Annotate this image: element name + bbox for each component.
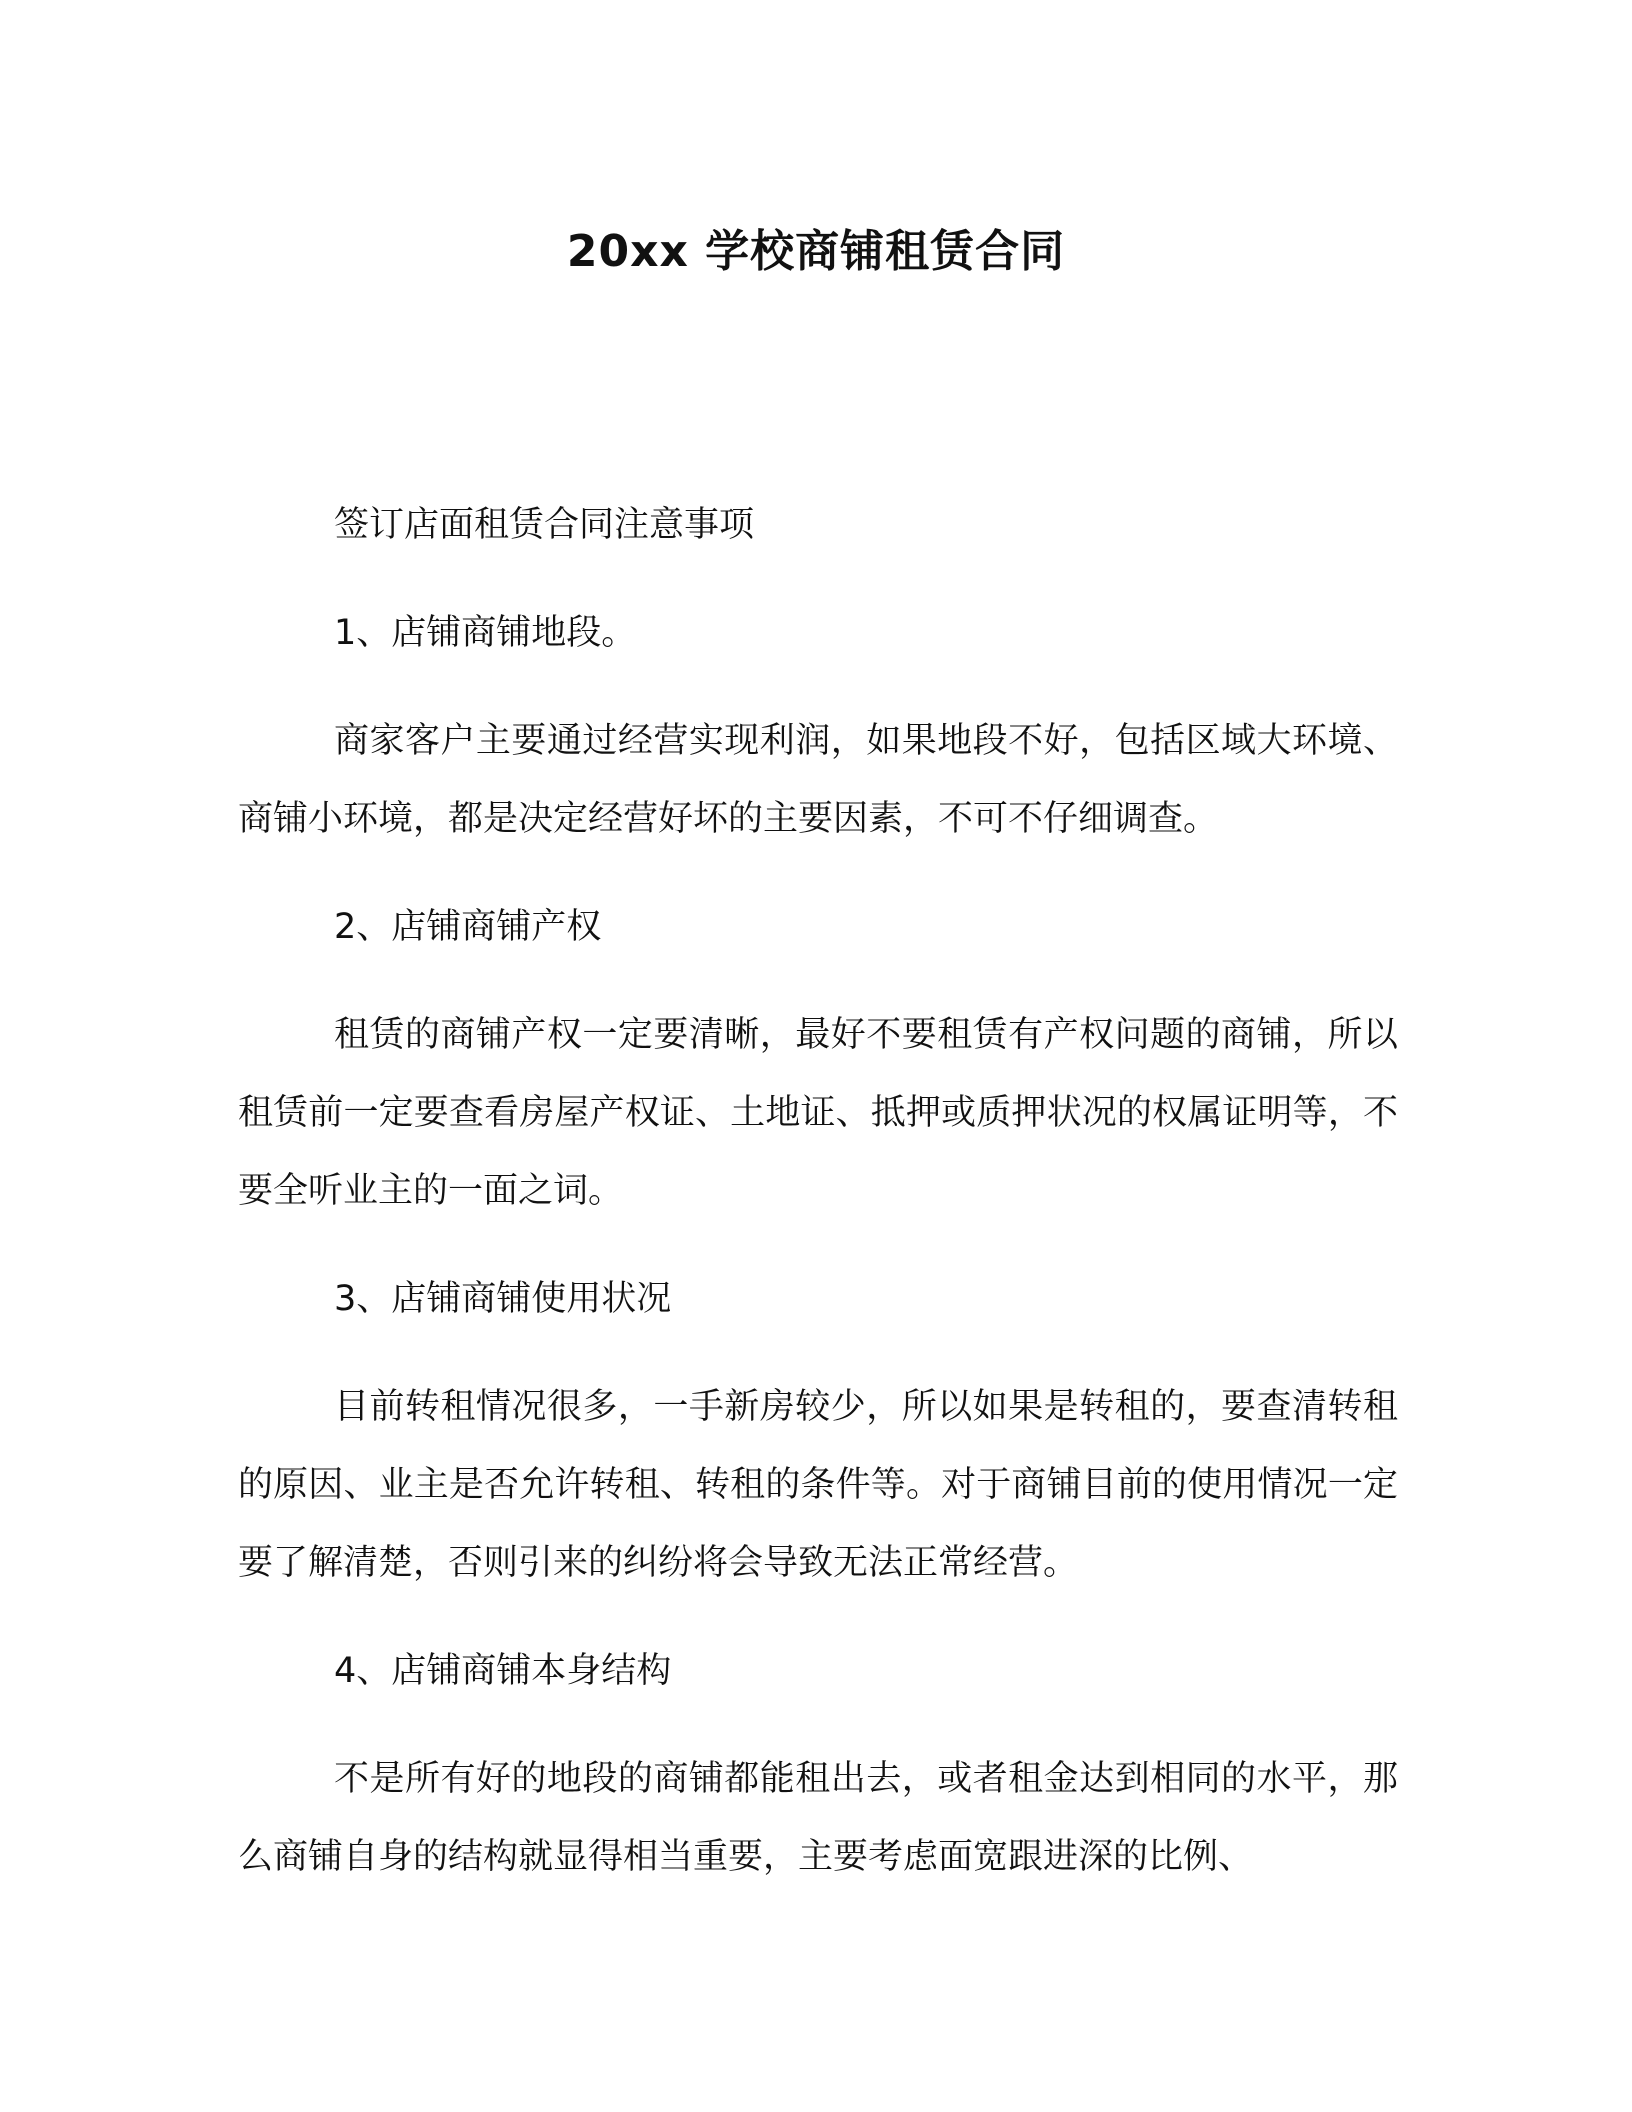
- document-body: [238, 486, 1398, 1926]
- section-1-paragraph: 商家客户主要通过经营实现利润，如果地段不好，包括区域大环境、商铺小环境，都是决定经营好坏的主要因素，不可不仔细调查。: [238, 721, 1398, 839]
- section-3-paragraph: 目前转租情况很多，一手新房较少，所以如果是转租的，要查清转租的原因、业主是否允许转租、转租的条件等。对于商铺目前的使用情况一定要了解清楚，否则引来的纠纷将会导致无法正常经营。: [238, 1387, 1398, 1583]
- section-2-paragraph: 租赁的商铺产权一定要清晰，最好不要租赁有产权问题的商铺，所以租赁前一定要查看房屋产权证、土地证、抵押或质押状况的权属证明等，不要全听业主的一面之词。: [238, 1015, 1398, 1211]
- section-3-heading: 3、店铺商铺使用状况: [334, 1279, 672, 1319]
- section-2-heading: 2、店铺商铺产权: [334, 907, 602, 947]
- section-1-heading: 1、店铺商铺地段。: [334, 613, 637, 653]
- section-4-paragraph: 不是所有好的地段的商铺都能租出去，或者租金达到相同的水平，那么商铺自身的结构就显得相当重要，主要考虑面宽跟进深的比例、: [238, 1759, 1398, 1877]
- document-title: 20xx 学校商铺租赁合同: [566, 226, 1066, 277]
- section-intro-heading: 签订店面租赁合同注意事项: [334, 505, 755, 545]
- section-4-heading: 4、店铺商铺本身结构: [334, 1651, 672, 1691]
